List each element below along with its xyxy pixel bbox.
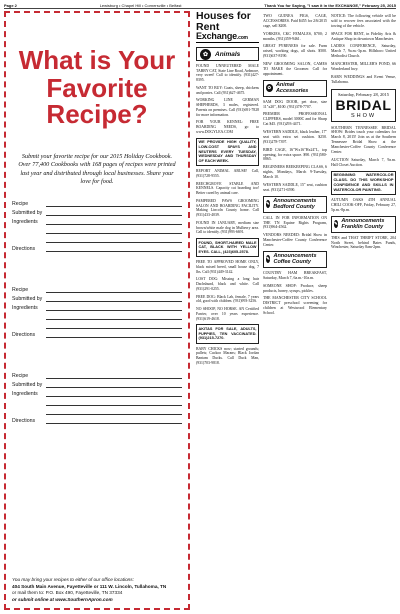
classified-ad: PAMPERED PAWS GROOMING SALON AND BOARDING FACILITY. Making Lincoln County home. Call (931)433-4039.	[196, 198, 259, 218]
footer-line2: 404 South Main Avenue, Fayetteville or 111 W. Lincoln, Tullahoma, TN	[12, 583, 167, 589]
directions-field[interactable]	[12, 243, 182, 252]
bridal-title: BRIDAL	[335, 96, 392, 113]
classified-ad: NOTICE: The following vehicle will be sold to recover fees associated with the towing of the vehicle.	[331, 14, 396, 28]
bedford-ads-list	[263, 216, 327, 248]
section-animals-label: Animals	[215, 50, 241, 58]
classified-ad: MANCHESTER, MILLER'S POND, 66 Wonderland hwy.	[331, 62, 396, 71]
submitted-by-label: Submitted by	[12, 382, 43, 389]
classified-ad: SOMEONE SHOP: Produce, sheep products, honey, syrups, pickles.	[263, 283, 327, 293]
classified-ad: WANT TO BUY: Goats, sheep, chickens and ponies. Call (931)627-4675.	[196, 85, 259, 95]
paw-icon: ✿	[200, 49, 211, 60]
directions-field[interactable]	[12, 415, 182, 424]
announce-coffee-label: Announcements Coffee County	[273, 253, 317, 266]
recipe-field[interactable]	[12, 284, 182, 293]
classified-ad: PREMIER PROFESSIONAL CLIPPERS, model 3000C and for Sharp Cat $45. (931)293-4471.	[263, 112, 327, 127]
franklin-ads-list	[331, 236, 396, 251]
column3-ads-top	[263, 14, 327, 77]
directions-field[interactable]	[12, 329, 182, 338]
classified-ad: NO SHOOP, NO HORSE. AN Certified Farrier, over 10 years experience. (931)619-4618.	[196, 307, 259, 321]
classified-ad: FREE DOG: Black Lab, female, 7 years old, good with children. (931)993-3256.	[196, 294, 259, 304]
section-animal-accessories	[263, 80, 327, 97]
classified-ad: CALL IN FOR INFORMATION ON THE TN Equine Rights Program, (931)964-4562.	[263, 215, 327, 230]
ingredients-field[interactable]	[12, 216, 182, 225]
classified-ad: TWO GUINEA PIGS, CAGE, ACCESSORIES. Paid $455 for 2/6/2015 cage, sell $200.	[263, 14, 327, 28]
recipe-field[interactable]	[12, 370, 182, 379]
header-towns: Lewisburg • Chapel Hill • Cornersville • Belfast	[99, 2, 182, 8]
bridal-subtitle: SHOW	[350, 112, 377, 119]
classified-ad: BEECHGROVE STABLE AND KENNELS. Capacity cat boarding too! Better cared by animal care.	[196, 181, 259, 196]
classified-ad: NEW GROOMING SALON, CAMES TO MAKE the Groomer. Call for appointment.	[263, 62, 327, 76]
page-header	[4, 2, 396, 9]
animal-ads-list	[196, 64, 259, 365]
ingredients-line[interactable]	[12, 397, 182, 406]
classifieds-column-3	[263, 11, 327, 610]
classified-ad: WE PROVIDE HIGH QUALITY, LOW-COST SPAYS AND NEUTERS EVERY TUESDAY, WEDNESDAY AND THURSDAY OF EACH WEEK.	[196, 138, 259, 167]
megaphone-icon: ✎	[266, 256, 270, 262]
megaphone-icon: ✎	[265, 201, 270, 207]
section-animals	[196, 47, 259, 61]
ingredients-label: Ingredients	[12, 219, 38, 226]
classified-ad: THIS and THAT THRIFT STORE, 204 North Street, behind Bates Funds, Winchester, Saturday 8am-2pm.	[331, 235, 396, 250]
classified-ad: VENDORS NEEDED: Bridal Show in Manchester-Coffee County Conference Center.	[263, 233, 327, 247]
logo-suffix: .com	[236, 35, 248, 41]
recipe-field-label: Recipe	[12, 373, 29, 380]
classified-ad: AUCTION Saturday, March 7, 9a.m. Hall Closet Auction.	[331, 157, 396, 167]
recipe-intro: Submit your favorite recipe for our 2015 Holiday Cookbook. Over 77,400 Cookbooks with 168 pages of recipes were printed last year and distributed through local businesses. Share your love for food.	[18, 153, 176, 186]
classified-ad: COUNTRY HAM BREAKFAST, Saturday, March 7, 6a.m.-10a.m.	[263, 270, 327, 280]
header-tagline: Thank You for Saying, "I saw it in the EXCHANGE," February 25, 2015	[264, 2, 396, 8]
exchange-logo	[196, 32, 259, 43]
submitted-by-label: Submitted by	[12, 210, 43, 217]
classified-ad: AUTUMN OAKS 4TH ANNUAL CHILI COOK-OFF, Friday, February 27, 5p.m.-8p.m.	[331, 198, 396, 212]
section-announce-coffee	[263, 251, 327, 268]
directions-label: Directions	[12, 246, 36, 253]
classified-ad: BEGINNING WATERCOLOR CLASS. DO THIS WORKSHOP CONFIDENCE AND SKILLS IN WATERCOLOR PAINTING.	[331, 171, 396, 196]
section-announce-bedford	[263, 196, 327, 213]
logo-exchange: Exchange	[196, 31, 237, 41]
ingredients-label: Ingredients	[12, 305, 38, 312]
recipe-title-line2: Favorite Recipe?	[46, 73, 148, 129]
classified-ad: REPORT ANIMAL ABUSE! Call, (931)728-9555.	[196, 169, 259, 178]
ingredients-line[interactable]	[12, 225, 182, 234]
classified-ad: SOUTHERN TENNESSEE BRIDAL SHOW: Brides touch your calendars for March 8, 2015! Join us at the Southern Tennessee Bridal Show at the Manchester-Coffee County Conference Center.	[331, 125, 396, 154]
classified-ad: THE MANCHESTER CITY SCHOOL DISTRICT preschool screening for children at Westwood Elementary School.	[263, 296, 327, 315]
megaphone-icon: ✎	[334, 221, 338, 227]
ingredients-line[interactable]	[12, 406, 182, 415]
classified-ad: FOR YOUR KENNEL: FREE BOARDING NEEDS, go to www.DOGYLEA.COM	[196, 120, 259, 134]
classified-ad: GREAT PYRENEES for sale. Farm raised, working dogs, all shots. $500. (931)637-8190.	[263, 44, 327, 59]
bridal-show-ad	[331, 89, 396, 122]
classified-ad: FOUND, SHORT-HAIRED MALE CAT, BLACK WITH YELLOW EYES. CALL, (423)605-2578.	[196, 238, 259, 257]
ingredients-line[interactable]	[12, 311, 182, 320]
submitted-by-field[interactable]	[12, 207, 182, 216]
recipe-submission-box	[4, 11, 190, 610]
column4-ads-top	[331, 14, 396, 85]
classified-ad: BARN WEDDINGS and Event Venue, Tullahoma.	[331, 74, 396, 84]
classified-ad: FOUND UNNEUTERED MALE TABBY CAT, State Line Road, Ardmore, very sweet! Call to identify. (931)427-8395.	[196, 64, 259, 83]
recipe-footer	[12, 577, 182, 604]
classified-ad: BABY CHICKS now; started grounds; pullets; Cuckoo Marans; Black Jordan Bantam Ducks. Call Duck Man, (931)703-9818.	[196, 346, 259, 365]
recipe-field[interactable]	[12, 198, 182, 207]
section-announce-franklin	[331, 216, 396, 233]
recipe-title-line1: What is Your	[18, 45, 176, 75]
classified-ad: BIRD CAGE, 16"Wx16"Hx24"L, top opening, for extra space. $90. (931)580-0865.	[263, 147, 327, 162]
classified-ad: WORKING LINE GERMAN SHEPHERDS, 3 males, registered. Parents on premises. Call (931)691-7828 for more information.	[196, 98, 259, 117]
announce-franklin-label: Announcements Franklin County	[341, 218, 385, 231]
ingredients-label: Ingredients	[12, 391, 38, 398]
column4-ads-mid	[331, 126, 396, 213]
bridal-date: Saturday, February 28, 2015	[337, 91, 390, 97]
classified-ad: WESTERN SADDLE, black leather, 17" seat with extra set cushion. $250. (931)278-7397.	[263, 130, 327, 144]
footer-line3: or mail them to: P.O. Box 490, Fayetteville, TN 37334	[12, 590, 123, 596]
footer-line1: You may bring your recipes to either of our office locations:	[12, 576, 134, 582]
section-logo-line1: Houses for Rent	[196, 10, 251, 33]
classifieds-column-2	[196, 11, 259, 610]
classifieds-column-4	[331, 11, 396, 610]
recipe-form	[12, 198, 182, 424]
announce-bedford-label: Announcements Bedford County	[273, 198, 317, 211]
animal-accessories-label: Animal Accessories	[275, 82, 309, 95]
classified-ad: LADIES CONFERENCE, Saturday, March 7, 9a.m.-3p.m. Hillsboro United Methodist Church.	[331, 44, 396, 59]
classified-ad: BEGINNERS BEEKEEPING CLASS, 6 nights, Mondays, March 9-Tuesday, March 10.	[263, 165, 327, 179]
classified-ad: WESTERN SADDLE, 15" seat, cushion seat. (931)271-6590.	[263, 182, 327, 192]
accessories-ads-list	[263, 100, 327, 193]
ingredients-field[interactable]	[12, 302, 182, 311]
paw-icon: ✿	[267, 85, 272, 91]
classified-ad: YORKIES, CKC FEMALES, $700; 2 months. (931)359-9461.	[263, 31, 327, 41]
directions-label: Directions	[12, 418, 36, 425]
submitted-by-field[interactable]	[12, 379, 182, 388]
submitted-by-label: Submitted by	[12, 296, 43, 303]
ingredients-line[interactable]	[12, 234, 182, 243]
directions-label: Directions	[12, 332, 36, 339]
recipe-field-label: Recipe	[12, 201, 29, 208]
classified-ad: FREE TO APPROVED HOME ONLY, black mixed breed, small house dog, 7 lbs. Call (931)449-3142.	[196, 260, 259, 274]
classified-ad: SAM DOG DOOR, pet door, size 11"x20", $100. (931)378-7707.	[263, 99, 327, 109]
classified-ad: FOUND IN JANUARY, medium size brown/white male dog in Mulberry area. Call to identify. (931)993-6691.	[196, 220, 259, 235]
recipe-field-label: Recipe	[12, 287, 29, 294]
classified-ad: SPACE FOR RENT, in Fidelity Arts & Antique Shop in downtown Manchester.	[331, 31, 396, 41]
ingredients-line[interactable]	[12, 320, 182, 329]
footer-line4: or submit online at www.SouthernApron.com	[12, 597, 113, 603]
ingredients-field[interactable]	[12, 388, 182, 397]
classified-ad: LOST DOG: Missing a long hair Dachshund, black and white. Call (931)291-0255.	[196, 277, 259, 291]
page-number: Page 2	[4, 2, 17, 8]
coffee-ads-list	[263, 271, 327, 316]
classified-ad: AKITAS FOR SALE, ADULTS, PUPPIES, TEN VACCINATED. (931)215-7270.	[196, 324, 259, 343]
submitted-by-field[interactable]	[12, 293, 182, 302]
